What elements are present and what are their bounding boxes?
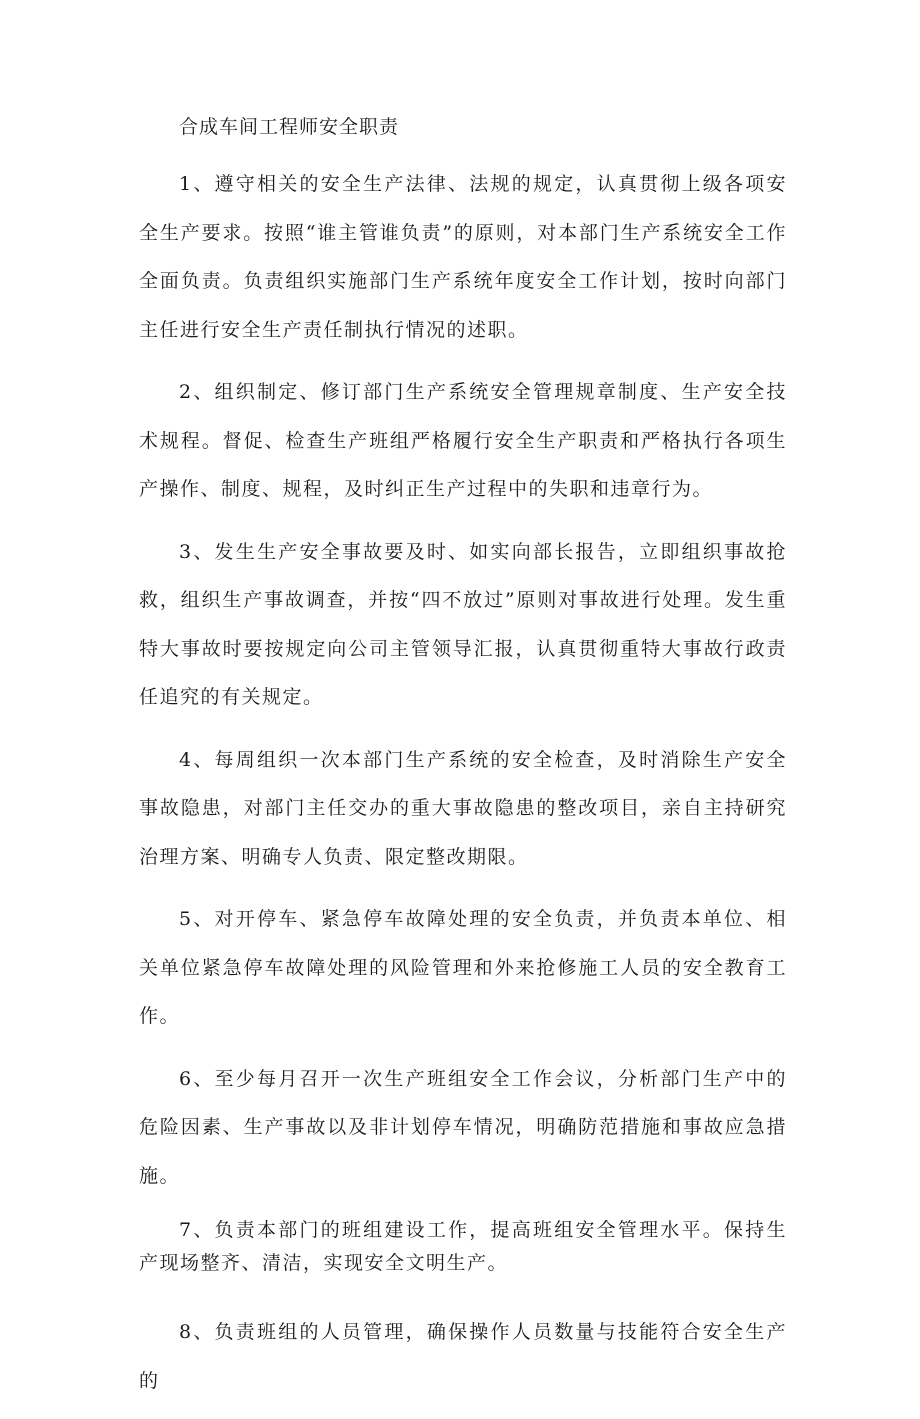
paragraph-1: 1、遵守相关的安全生产法律、法规的规定，认真贯彻上级各项安全生产要求。按照“谁主管谁负责”的原则，对本部门生产系统安全工作全面负责。负责组织实施部门生产系统年度安全工作计划，按时向部门主任进行安全生产责任制执行情况的述职。 [139, 173, 787, 341]
paragraph-5: 5、对开停车、紧急停车故障处理的安全负责，并负责本单位、相关单位紧急停车故障处理的风险管理和外来抢修施工人员的安全教育工作。 [139, 908, 787, 1027]
document-body [139, 112, 787, 1419]
document-title: 合成车间工程师安全职责 [179, 116, 400, 138]
paragraph-3: 3、发生生产安全事故要及时、如实向部长报告，立即组织事故抢救，组织生产事故调查，并按“四不放过”原则对事故进行处理。发生重特大事故时要按规定向公司主管领导汇报，认真贯彻重特大事故行政责任追究的有关规定。 [139, 540, 787, 708]
paragraph-7: 7、负责本部门的班组建设工作，提高班组安全管理水平。保持生产现场整齐、清洁，实现安全文明生产。 [139, 1219, 787, 1274]
paragraph-6: 6、至少每月召开一次生产班组安全工作会议，分析部门生产中的危险因素、生产事故以及非计划停车情况，明确防范措施和事故应急措施。 [139, 1067, 787, 1187]
paragraph-2: 2、组织制定、修订部门生产系统安全管理规章制度、生产安全技术规程。督促、检查生产班组严格履行安全生产职责和严格执行各项生产操作、制度、规程，及时纠正生产过程中的失职和违章行为。 [139, 381, 787, 500]
paragraph-8: 8、负责班组的人员管理，确保操作人员数量与技能符合安全生产的 [139, 1321, 787, 1392]
paragraph-4: 4、每周组织一次本部门生产系统的安全检查，及时消除生产安全事故隐患，对部门主任交办的重大事故隐患的整改项目，亲自主持研究治理方案、明确专人负责、限定整改期限。 [139, 748, 787, 868]
